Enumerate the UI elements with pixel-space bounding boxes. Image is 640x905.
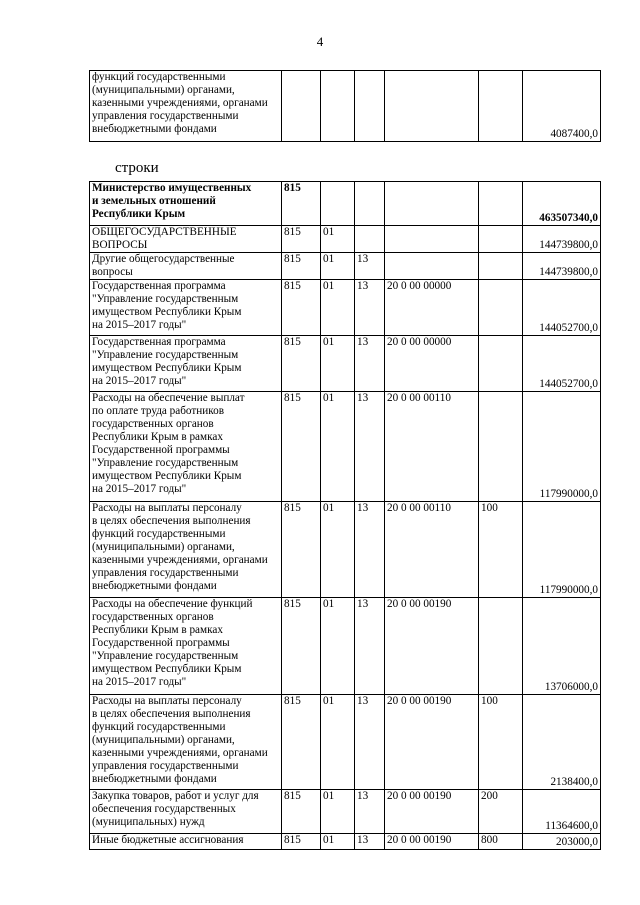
cell-csr: 20 0 00 00190 — [385, 598, 479, 695]
cell-csr: 20 0 00 00000 — [385, 280, 479, 336]
cell-pr — [355, 226, 385, 253]
cell-csr: 20 0 00 00190 — [385, 790, 479, 834]
cell-ved: 815 — [282, 336, 321, 392]
top-row-name — [90, 71, 282, 142]
name-line: имуществом Республики Крым — [92, 470, 242, 482]
cell-name — [90, 392, 282, 502]
cell-csr — [385, 71, 479, 142]
name-line: Республики Крым — [92, 208, 186, 220]
cell-name — [90, 695, 282, 790]
cell-rz: 01 — [321, 253, 355, 280]
cell-name — [90, 226, 282, 253]
cell-vr: 100 — [479, 695, 523, 790]
name-line: государственных органов — [92, 611, 214, 623]
cell-rz: 01 — [321, 392, 355, 502]
top-table — [89, 70, 601, 142]
name-line: (муниципальными) органами, — [92, 84, 235, 96]
name-line: Расходы на выплаты персоналу — [92, 695, 242, 707]
cell-pr: 13 — [355, 336, 385, 392]
cell-amount: 11364600,0 — [523, 790, 601, 834]
cell-amount: 144052700,0 — [523, 280, 601, 336]
cell-ved: 815 — [282, 834, 321, 850]
cell-csr: 20 0 00 00000 — [385, 336, 479, 392]
cell-vr — [479, 182, 523, 226]
cell-csr: 20 0 00 00110 — [385, 502, 479, 598]
cell-amount: 4087400,0 — [523, 71, 601, 142]
name-line: функций государственными — [92, 71, 226, 83]
cell-rz: 01 — [321, 834, 355, 850]
name-line: в целях обеспечения выполнения — [92, 515, 251, 527]
cell-ved: 815 — [282, 226, 321, 253]
name-line: Республики Крым в рамках — [92, 431, 223, 443]
table-row — [90, 226, 601, 253]
name-line: управления государственными — [92, 110, 239, 122]
main-table — [89, 181, 601, 850]
name-line: по оплате труда работников — [92, 405, 224, 417]
cell-pr — [355, 71, 385, 142]
cell-name — [90, 253, 282, 280]
name-line: функций государственными — [92, 528, 226, 540]
cell-rz: 01 — [321, 790, 355, 834]
cell-name — [90, 280, 282, 336]
cell-ved: 815 — [282, 790, 321, 834]
name-line: в целях обеспечения выполнения — [92, 708, 251, 720]
cell-vr: 200 — [479, 790, 523, 834]
cell-amount: 203000,0 — [523, 834, 601, 850]
cell-vr: 800 — [479, 834, 523, 850]
cell-name — [90, 502, 282, 598]
page-number: 4 — [316, 34, 324, 49]
cell-vr — [479, 71, 523, 142]
name-line: внебюджетными фондами — [92, 123, 217, 135]
table-row — [90, 392, 601, 502]
cell-amount: 144739800,0 — [523, 253, 601, 280]
name-line: Расходы на обеспечение функций — [92, 598, 253, 610]
cell-ved: 815 — [282, 502, 321, 598]
cell-rz: 01 — [321, 502, 355, 598]
cell-amount: 13706000,0 — [523, 598, 601, 695]
name-line: "Управление государственным — [92, 349, 239, 361]
cell-pr: 13 — [355, 253, 385, 280]
name-line: Закупка товаров, работ и услуг для — [92, 790, 259, 802]
cell-ved: 815 — [282, 392, 321, 502]
name-line: (муниципальными) органами, — [92, 541, 235, 553]
cell-ved: 815 — [282, 182, 321, 226]
table-row — [90, 790, 601, 834]
name-line: управления государственными — [92, 760, 239, 772]
name-line: казенными учреждениями, органами — [92, 747, 268, 759]
cell-csr — [385, 226, 479, 253]
cell-pr: 13 — [355, 502, 385, 598]
name-line: государственных органов — [92, 418, 214, 430]
cell-rz: 01 — [321, 226, 355, 253]
name-line: на 2015–2017 годы" — [92, 483, 187, 495]
cell-csr: 20 0 00 00190 — [385, 834, 479, 850]
cell-name — [90, 790, 282, 834]
name-line: "Управление государственным — [92, 650, 239, 662]
name-line: ВОПРОСЫ — [92, 239, 148, 251]
table-row — [90, 502, 601, 598]
table-row — [90, 695, 601, 790]
cell-csr: 20 0 00 00110 — [385, 392, 479, 502]
name-line: Иные бюджетные ассигнования — [92, 834, 244, 846]
cell-ved: 815 — [282, 598, 321, 695]
cell-ved: 815 — [282, 280, 321, 336]
name-line: Государственной программы — [92, 637, 230, 649]
cell-vr — [479, 392, 523, 502]
name-line: на 2015–2017 годы" — [92, 319, 187, 331]
name-line: функций государственными — [92, 721, 226, 733]
cell-csr: 20 0 00 00190 — [385, 695, 479, 790]
table-row — [90, 598, 601, 695]
table-row — [90, 182, 601, 226]
table-row — [90, 71, 601, 142]
cell-vr — [479, 280, 523, 336]
cell-name — [90, 336, 282, 392]
name-line: "Управление государственным — [92, 293, 239, 305]
cell-amount: 144052700,0 — [523, 336, 601, 392]
cell-amount: 144739800,0 — [523, 226, 601, 253]
name-line: Министерство имущественных — [92, 182, 252, 194]
name-line: Расходы на выплаты персоналу — [92, 502, 242, 514]
name-line: внебюджетными фондами — [92, 580, 217, 592]
caption: строки — [115, 160, 159, 176]
cell-pr: 13 — [355, 598, 385, 695]
cell-rz — [321, 71, 355, 142]
name-line: Государственной программы — [92, 444, 230, 456]
name-line: Расходы на обеспечение выплат — [92, 392, 245, 404]
cell-rz: 01 — [321, 695, 355, 790]
cell-vr — [479, 226, 523, 253]
cell-amount: 463507340,0 — [523, 182, 601, 226]
table-row — [90, 834, 601, 850]
cell-rz: 01 — [321, 336, 355, 392]
name-line: Республики Крым в рамках — [92, 624, 223, 636]
cell-ved: 815 — [282, 253, 321, 280]
name-line: (муниципальных) нужд — [92, 816, 205, 828]
cell-vr — [479, 598, 523, 695]
cell-pr: 13 — [355, 392, 385, 502]
name-line: имуществом Республики Крым — [92, 663, 242, 675]
cell-pr — [355, 182, 385, 226]
cell-vr — [479, 253, 523, 280]
cell-amount: 2138400,0 — [523, 695, 601, 790]
name-line: управления государственными — [92, 567, 239, 579]
cell-rz: 01 — [321, 598, 355, 695]
table-row — [90, 253, 601, 280]
name-line: и земельных отношений — [92, 195, 216, 207]
name-line: на 2015–2017 годы" — [92, 375, 187, 387]
table-row — [90, 280, 601, 336]
cell-name — [90, 834, 282, 850]
name-line: вопросы — [92, 266, 133, 278]
cell-pr: 13 — [355, 834, 385, 850]
name-line: казенными учреждениями, органами — [92, 97, 268, 109]
name-line: обеспечения государственных — [92, 803, 236, 815]
name-line: имуществом Республики Крым — [92, 306, 242, 318]
cell-amount: 117990000,0 — [523, 502, 601, 598]
cell-rz: 01 — [321, 280, 355, 336]
name-line: Государственная программа — [92, 336, 226, 348]
name-line: внебюджетными фондами — [92, 773, 217, 785]
cell-csr — [385, 253, 479, 280]
cell-name — [90, 598, 282, 695]
name-line: (муниципальными) органами, — [92, 734, 235, 746]
cell-rz — [321, 182, 355, 226]
table-row — [90, 336, 601, 392]
name-line: Другие общегосударственные — [92, 253, 235, 265]
name-line: "Управление государственным — [92, 457, 239, 469]
cell-pr: 13 — [355, 790, 385, 834]
name-line: казенными учреждениями, органами — [92, 554, 268, 566]
name-line: Государственная программа — [92, 280, 226, 292]
cell-ved: 815 — [282, 695, 321, 790]
cell-amount: 117990000,0 — [523, 392, 601, 502]
cell-vr: 100 — [479, 502, 523, 598]
cell-vr — [479, 336, 523, 392]
cell-pr: 13 — [355, 280, 385, 336]
cell-ved — [282, 71, 321, 142]
cell-csr — [385, 182, 479, 226]
name-line: имуществом Республики Крым — [92, 362, 242, 374]
cell-pr: 13 — [355, 695, 385, 790]
cell-name — [90, 182, 282, 226]
name-line: ОБЩЕГОСУДАРСТВЕННЫЕ — [92, 226, 237, 238]
name-line: на 2015–2017 годы" — [92, 676, 187, 688]
